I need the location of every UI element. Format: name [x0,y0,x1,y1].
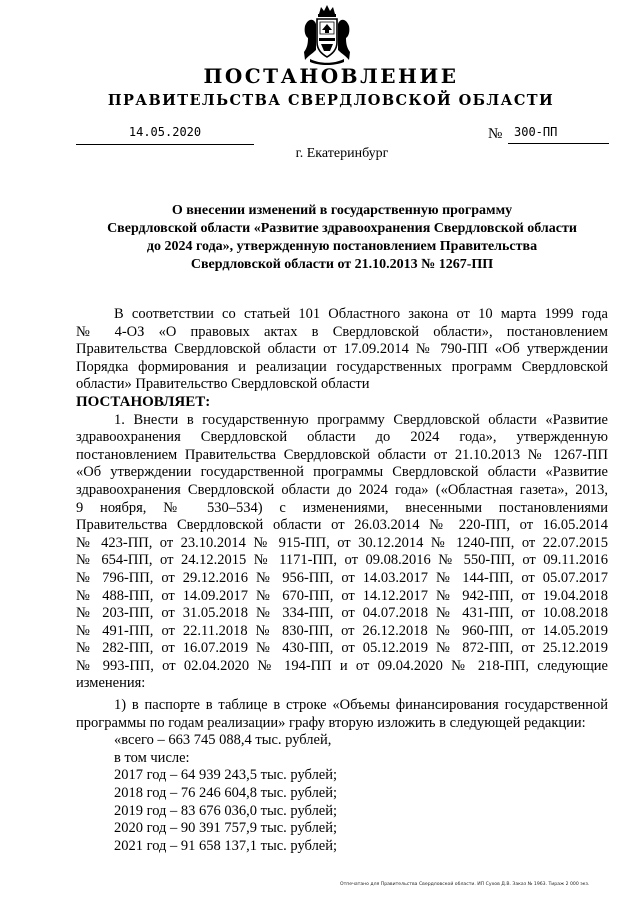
body-line: 2017 год – 64 939 243,5 тыс. рублей; [114,767,338,784]
document-number: 300-ПП [508,124,609,144]
heading-line: до 2024 года», утвержденную постановлением Правительства [146,239,538,254]
body-line: программы по годам реализации» графу вторую изложить в следующей редакции: [76,714,586,731]
body-line: в том числе: [114,749,190,766]
body-line: «всего – 663 745 088,4 тыс. рублей, [114,732,332,749]
body-line: № 654-ПП, от 24.12.2015 № 1171-ПП, от 09.08.2016 № 550-ПП, от 09.11.2016 [76,552,608,569]
document-heading [76,202,608,274]
print-footnote: Отпечатано для Правительства Свердловской области. ИП Сухов Д.В. Заказ № 1963. Тираж 2 000 экз. [340,882,590,887]
body-line: Правительства Свердловской области от 26.03.2014 № 220-ПП, от 16.05.2014 [76,517,608,534]
city: г. Екатеринбург [295,146,389,161]
heading-line: Свердловской области «Развитие здравоохранения Свердловской области [107,221,577,236]
body-line: № 488-ПП, от 14.09.2017 № 670-ПП, от 14.12.2017 № 942-ПП, от 19.04.2018 [76,587,608,604]
document-body [76,306,608,855]
body-line: № 4-ОЗ «О правовых актах в Свердловской области», постановлением [76,323,608,340]
body-line: изменения: [76,675,146,692]
body-line: 2021 год – 91 658 137,1 тыс. рублей; [114,837,338,854]
coat-of-arms-emblem [302,4,352,66]
body-line: области» Правительство Свердловской области [76,376,370,393]
decree-keyword: ПОСТАНОВЛЯЕТ: [76,393,211,410]
body-line: № 423-ПП, от 23.10.2014 № 915-ПП, от 30.12.2014 № 1240-ПП, от 22.07.2015 [76,534,608,551]
body-line: № 491-ПП, от 22.11.2018 № 830-ПП, от 26.12.2018 № 960-ПП, от 14.05.2019 [76,622,608,639]
body-line: № 203-ПП, от 31.05.2018 № 334-ПП, от 04.07.2018 № 431-ПП, от 10.08.2018 [76,605,608,622]
body-line: № 993-ПП, от 02.04.2020 № 194-ПП и от 09.04.2020 № 218-ПП, следующие [76,657,608,674]
body-line: 1. Внести в государственную программу Свердловской области «Развитие [114,411,608,428]
document-date: 14.05.2020 [76,124,254,145]
body-line: № 282-ПП, от 16.07.2019 № 430-ПП, от 05.12.2019 № 872-ПП, от 25.12.2019 [76,640,608,657]
heading-line: Свердловской области от 21.10.2013 № 1267-ПП [190,257,494,272]
body-line: 2018 год – 76 246 604,8 тыс. рублей; [114,785,338,802]
body-line: 1) в паспорте в таблице в строке «Объемы финансирования государственной [114,697,608,714]
number-label: № [488,126,503,142]
body-line: постановлением Правительства Свердловской области от 21.10.2013 № 1267-ПП [76,446,608,463]
body-line: Правительства Свердловской области от 17.09.2014 № 790-ПП «Об утверждении [76,341,608,358]
heading-line: О внесении изменений в государственную программу [171,203,513,218]
body-line: № 796-ПП, от 29.12.2016 № 956-ПП, от 14.03.2017 № 144-ПП, от 05.07.2017 [76,569,608,586]
document-title: ПОСТАНОВЛЕНИЕ [203,64,459,88]
body-line: «Об утверждении государственной программы Свердловской области «Развитие [76,464,608,481]
body-line: здравоохранения Свердловской области до 2024 года» («Областная газета», 2013, [76,481,608,498]
body-line: 9 ноября, № 530–534) с изменениями, внесенными постановлениями [76,499,608,516]
body-line: В соответствии со статьей 101 Областного закона от 10 марта 1999 года [114,306,608,322]
body-line: Порядка формирования и реализации государственных программ Свердловской [76,358,608,375]
body-line: 2020 год – 90 391 757,9 тыс. рублей; [114,820,338,837]
body-line: 2019 год – 83 676 036,0 тыс. рублей; [114,802,338,819]
body-line: здравоохранения Свердловской области до 2024 года», утвержденную [76,429,608,446]
issuing-authority: ПРАВИТЕЛЬСТВА СВЕРДЛОВСКОЙ ОБЛАСТИ [107,92,555,109]
